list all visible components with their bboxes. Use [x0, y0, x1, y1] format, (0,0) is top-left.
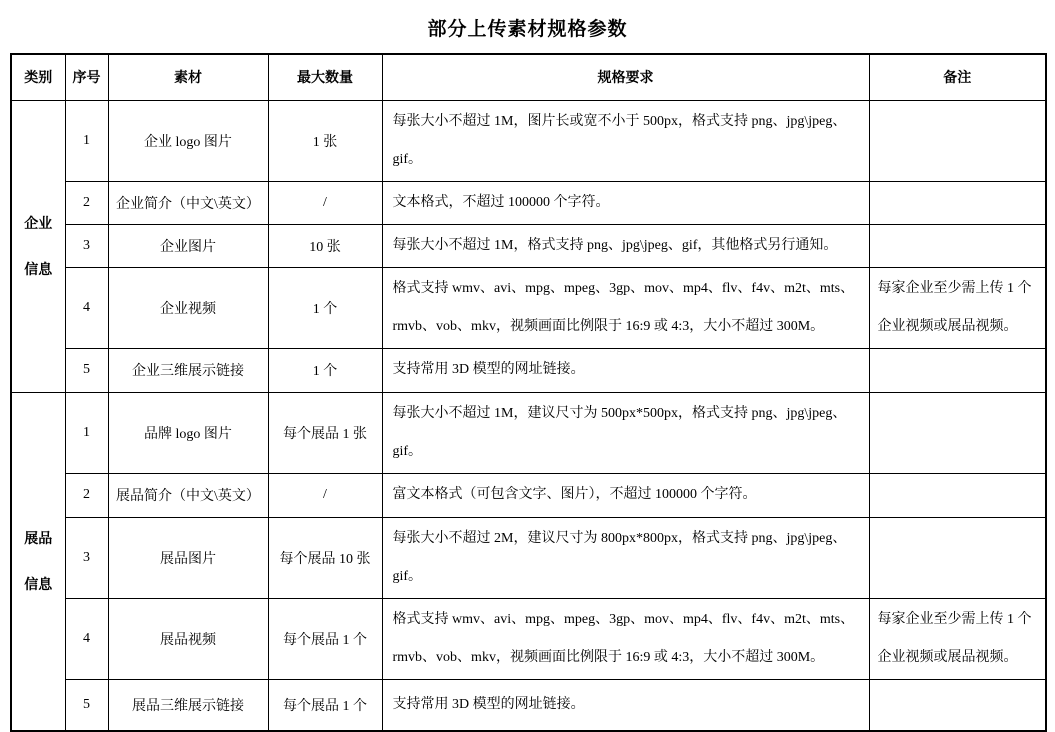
spec-cell: 富文本格式（可包含文字、图片），不超过 100000 个字符。	[382, 473, 869, 517]
row-number: 2	[65, 181, 108, 224]
header-category: 类别	[11, 54, 65, 100]
row-number: 2	[65, 473, 108, 517]
max-quantity-cell: 1 张	[268, 100, 382, 181]
row-number: 4	[65, 598, 108, 679]
row-number: 4	[65, 267, 108, 348]
category-line: 企业	[24, 217, 53, 232]
row-number: 1	[65, 392, 108, 473]
material-cell: 企业视频	[108, 267, 268, 348]
remark-cell	[869, 224, 1046, 267]
table-row	[11, 473, 1046, 517]
row-number: 1	[65, 100, 108, 181]
spec-cell: 文本格式，不超过 100000 个字符。	[382, 181, 869, 224]
max-quantity-cell: 每个展品 1 个	[268, 679, 382, 731]
header-row	[11, 54, 1046, 100]
table-row	[11, 267, 1046, 348]
row-number: 3	[65, 517, 108, 598]
max-quantity-cell: 每个展品 1 个	[268, 598, 382, 679]
material-cell: 展品视频	[108, 598, 268, 679]
remark-cell	[869, 392, 1046, 473]
table-row	[11, 181, 1046, 224]
max-quantity-cell: 1 个	[268, 348, 382, 392]
material-cell: 展品简介（中文\英文）	[108, 473, 268, 517]
material-cell: 展品图片	[108, 517, 268, 598]
spec-cell: 支持常用 3D 模型的网址链接。	[382, 679, 869, 731]
row-number: 5	[65, 679, 108, 731]
remark-cell	[869, 181, 1046, 224]
header-remark: 备注	[869, 54, 1046, 100]
header-material: 素材	[108, 54, 268, 100]
row-number: 3	[65, 224, 108, 267]
max-quantity-cell: 1 个	[268, 267, 382, 348]
category-line: 展品	[24, 532, 53, 548]
spec-cell: 格式支持 wmv、avi、mpg、mpeg、3gp、mov、mp4、flv、f4v、m2t、mts、rmvb、vob、mkv，视频画面比例限于 16:9 或 4:3，大小不超过 300M。	[382, 267, 869, 348]
header-number: 序号	[65, 54, 108, 100]
material-cell: 企业简介（中文\英文）	[108, 181, 268, 224]
remark-cell	[869, 517, 1046, 598]
material-cell: 展品三维展示链接	[108, 679, 268, 731]
max-quantity-cell: 10 张	[268, 224, 382, 267]
table-row	[11, 348, 1046, 392]
max-quantity-cell: /	[268, 181, 382, 224]
material-cell: 企业三维展示链接	[108, 348, 268, 392]
category-cell-enterprise	[11, 100, 65, 392]
remark-cell: 每家企业至少需上传 1 个企业视频或展品视频。	[869, 267, 1046, 348]
table-row	[11, 224, 1046, 267]
spec-cell: 每张大小不超过 1M，建议尺寸为 500px*500px，格式支持 png、jpg\jpeg、gif。	[382, 392, 869, 473]
spec-cell: 格式支持 wmv、avi、mpg、mpeg、3gp、mov、mp4、flv、f4v、m2t、mts、rmvb、vob、mkv，视频画面比例限于 16:9 或 4:3，大小不超过 300M。	[382, 598, 869, 679]
category-cell-exhibit	[11, 392, 65, 731]
remark-cell: 每家企业至少需上传 1 个企业视频或展品视频。	[869, 598, 1046, 679]
remark-cell	[869, 473, 1046, 517]
spec-table	[10, 53, 1047, 732]
material-cell: 企业 logo 图片	[108, 100, 268, 181]
page-title: 部分上传素材规格参数	[427, 19, 628, 40]
max-quantity-cell: /	[268, 473, 382, 517]
max-quantity-cell: 每个展品 10 张	[268, 517, 382, 598]
category-line: 信息	[24, 578, 53, 594]
table-row	[11, 517, 1046, 598]
header-spec: 规格要求	[382, 54, 869, 100]
table-row	[11, 598, 1046, 679]
remark-cell	[869, 100, 1046, 181]
category-line: 信息	[24, 263, 53, 278]
material-cell: 企业图片	[108, 224, 268, 267]
material-cell: 品牌 logo 图片	[108, 392, 268, 473]
spec-cell: 支持常用 3D 模型的网址链接。	[382, 348, 869, 392]
spec-cell: 每张大小不超过 1M，格式支持 png、jpg\jpeg、gif，其他格式另行通知。	[382, 224, 869, 267]
spec-cell: 每张大小不超过 2M，建议尺寸为 800px*800px，格式支持 png、jpg\jpeg、gif。	[382, 517, 869, 598]
remark-cell	[869, 679, 1046, 731]
table-row	[11, 100, 1046, 181]
spec-cell: 每张大小不超过 1M，图片长或宽不小于 500px，格式支持 png、jpg\jpeg、gif。	[382, 100, 869, 181]
max-quantity-cell: 每个展品 1 张	[268, 392, 382, 473]
row-number: 5	[65, 348, 108, 392]
table-row	[11, 392, 1046, 473]
header-max-quantity: 最大数量	[268, 54, 382, 100]
remark-cell	[869, 348, 1046, 392]
table-row	[11, 679, 1046, 731]
